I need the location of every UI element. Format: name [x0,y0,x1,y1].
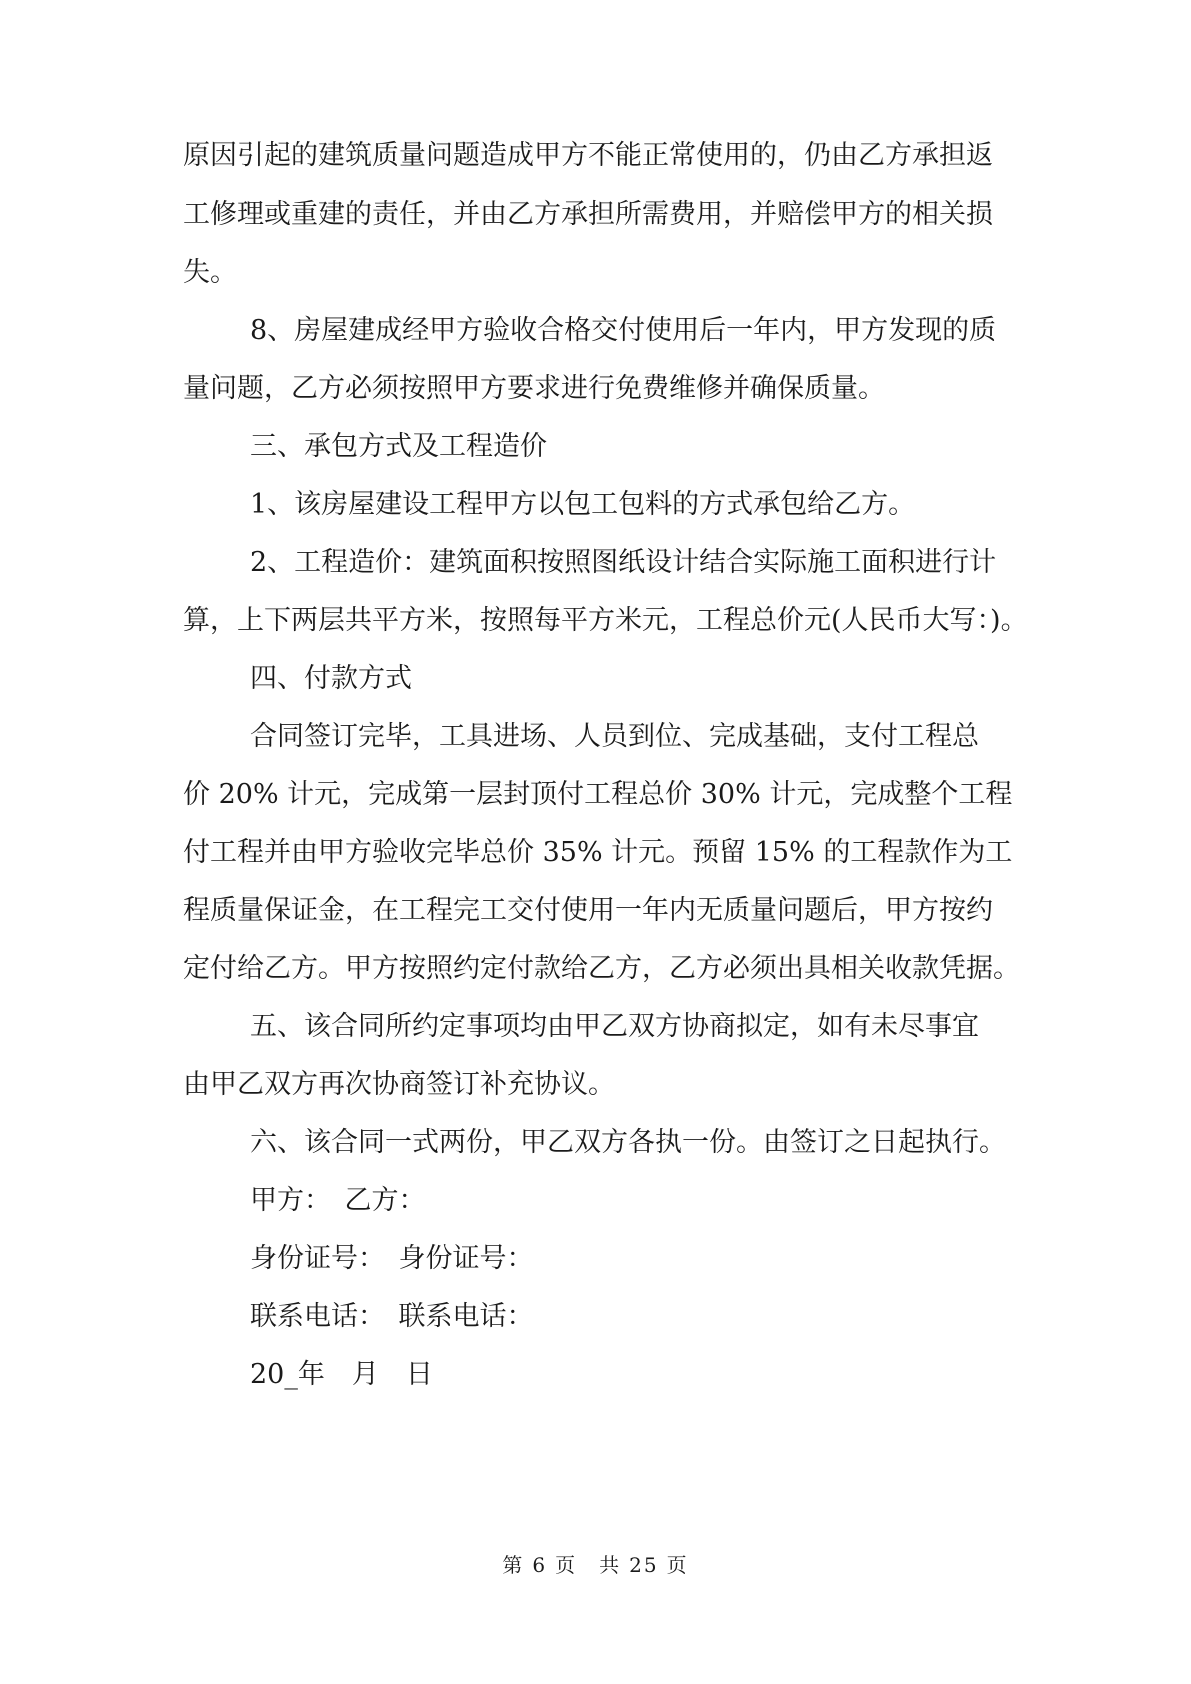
page-footer [0,1552,1191,1578]
current-page-number: 6 [532,1553,548,1577]
signature-party-line: 甲方： 乙方： [250,1185,426,1216]
paragraph-line: 五、该合同所约定事项均由甲乙双方协商拟定，如有未尽事宜 [250,1011,979,1042]
paragraph-line: 由甲乙双方再次协商签订补充协议。 [183,1069,615,1100]
paragraph-line: 程质量保证金，在工程完工交付使用一年内无质量问题后，甲方按约 [183,895,993,926]
paragraph-line: 付工程并由甲方验收完毕总价 35% 计元。预留 15% 的工程款作为工 [183,837,1013,868]
paragraph-line: 8、房屋建成经甲方验收合格交付使用后一年内，甲方发现的质 [250,315,997,346]
total-page-count: 25 [629,1553,659,1577]
paragraph-line: 价 20% 计元，完成第一层封顶付工程总价 30% 计元，完成整个工程 [183,779,1013,810]
footer-middle: 页 共 [555,1553,622,1577]
paragraph-line: 定付给乙方。甲方按照约定付款给乙方，乙方必须出具相关收款凭据。 [183,953,1020,984]
section-heading: 四、付款方式 [250,663,412,694]
paragraph-line: 六、该合同一式两份，甲乙双方各执一份。由签订之日起执行。 [250,1127,1006,1158]
paragraph-line: 合同签订完毕，工具进场、人员到位、完成基础，支付工程总 [250,721,979,752]
paragraph-line: 原因引起的建筑质量问题造成甲方不能正常使用的，仍由乙方承担返 [183,140,993,171]
signature-phone-line: 联系电话： 联系电话： [250,1301,534,1332]
paragraph-line: 工修理或重建的责任，并由乙方承担所需费用，并赔偿甲方的相关损 [183,199,993,230]
paragraph-line: 算，上下两层共平方米，按照每平方米元，工程总价元(人民币大写：)。 [183,605,1028,636]
footer-prefix: 第 [502,1553,525,1577]
paragraph-line: 2、工程造价：建筑面积按照图纸设计结合实际施工面积进行计 [250,547,997,578]
paragraph-line: 失。 [183,257,237,288]
footer-suffix: 页 [666,1553,689,1577]
signature-id-line: 身份证号： 身份证号： [250,1243,534,1274]
paragraph-line: 量问题，乙方必须按照甲方要求进行免费维修并确保质量。 [183,373,885,404]
section-heading: 三、承包方式及工程造价 [250,431,547,462]
paragraph-line: 1、该房屋建设工程甲方以包工包料的方式承包给乙方。 [250,489,916,520]
signature-date-line: 20_年 月 日 [250,1359,433,1390]
